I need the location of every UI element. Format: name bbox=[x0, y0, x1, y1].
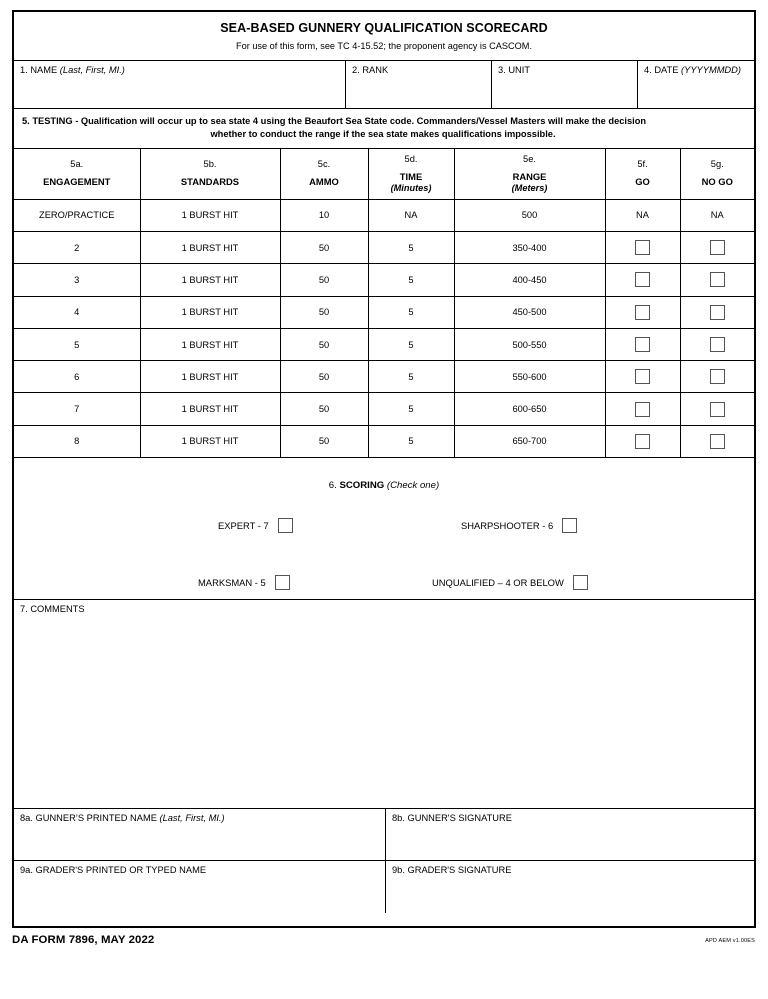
cell-go[interactable] bbox=[605, 361, 680, 393]
column-number: 5g. bbox=[710, 159, 724, 170]
testing-instructions bbox=[14, 109, 754, 149]
column-title: AMMO bbox=[309, 176, 339, 188]
cell-time: 5 bbox=[368, 425, 454, 457]
column-number: 5c. bbox=[317, 159, 331, 170]
score-option-unqualified-checkbox[interactable] bbox=[573, 575, 588, 590]
cell-ammo: 50 bbox=[280, 361, 368, 393]
nogo-checkbox[interactable] bbox=[710, 305, 725, 320]
cell-go[interactable] bbox=[605, 328, 680, 360]
column-title: RANGE bbox=[512, 170, 547, 182]
form-outer-border bbox=[12, 10, 756, 928]
engagement-table bbox=[14, 149, 754, 458]
cell-ammo: 50 bbox=[280, 393, 368, 425]
column-title: GO bbox=[635, 176, 650, 188]
cell-time: 5 bbox=[368, 296, 454, 328]
column-header-standards bbox=[140, 149, 280, 200]
cell-standards: 1 BURST HIT bbox=[140, 231, 280, 263]
engagement-table-body bbox=[14, 199, 754, 457]
cell-range: 350-400 bbox=[454, 231, 605, 263]
cell-ammo: 50 bbox=[280, 231, 368, 263]
cell-nogo: NA bbox=[680, 199, 754, 231]
scoring-section bbox=[14, 458, 754, 600]
cell-nogo[interactable] bbox=[680, 231, 754, 263]
cell-range: 500 bbox=[454, 199, 605, 231]
testing-heading: 5. TESTING - bbox=[22, 116, 81, 127]
engagement-table-header-row bbox=[14, 149, 754, 200]
table-row bbox=[14, 328, 754, 360]
column-number: 5e. bbox=[523, 153, 536, 164]
form-footer bbox=[12, 934, 756, 954]
field-date-label: 4. DATE (YYYYMMDD) bbox=[644, 65, 741, 76]
score-option-expert-checkbox[interactable] bbox=[278, 518, 293, 533]
cell-nogo[interactable] bbox=[680, 425, 754, 457]
table-row bbox=[14, 231, 754, 263]
cell-range: 650-700 bbox=[454, 425, 605, 457]
column-subtitle: (Minutes) bbox=[390, 182, 432, 193]
comments-section[interactable] bbox=[14, 600, 754, 809]
cell-engagement: 4 bbox=[14, 296, 140, 328]
column-header-nogo bbox=[680, 149, 754, 200]
cell-engagement: 3 bbox=[14, 264, 140, 296]
cell-ammo: 10 bbox=[280, 199, 368, 231]
table-row bbox=[14, 361, 754, 393]
column-title: ENGAGEMENT bbox=[43, 176, 111, 188]
nogo-checkbox[interactable] bbox=[710, 272, 725, 287]
score-option-marksman-checkbox[interactable] bbox=[275, 575, 290, 590]
column-header-range bbox=[454, 149, 605, 200]
grader-signature-row bbox=[14, 861, 754, 913]
column-number: 5b. bbox=[203, 159, 217, 170]
table-row bbox=[14, 393, 754, 425]
field-grader-signature[interactable] bbox=[385, 861, 754, 913]
cell-engagement: 5 bbox=[14, 328, 140, 360]
testing-instructions-text bbox=[22, 115, 744, 141]
score-option-unqualified-label: UNQUALIFIED – 4 OR BELOW bbox=[432, 577, 564, 589]
field-name-label: 1. NAME (Last, First, MI.) bbox=[20, 65, 125, 76]
cell-time: 5 bbox=[368, 231, 454, 263]
field-grader-signature-label: 9b. GRADER'S SIGNATURE bbox=[392, 865, 512, 876]
scoring-heading: 6. SCORING (Check one) bbox=[328, 480, 440, 492]
cell-standards: 1 BURST HIT bbox=[140, 199, 280, 231]
cell-go[interactable] bbox=[605, 393, 680, 425]
column-header-ammo bbox=[280, 149, 368, 200]
field-unit-label: 3. UNIT bbox=[498, 65, 531, 76]
cell-nogo[interactable] bbox=[680, 361, 754, 393]
form-id: DA FORM 7896, MAY 2022 bbox=[12, 934, 155, 946]
field-date[interactable] bbox=[637, 61, 754, 108]
go-checkbox[interactable] bbox=[635, 240, 650, 255]
cell-engagement: 6 bbox=[14, 361, 140, 393]
cell-go: NA bbox=[605, 199, 680, 231]
testing-line1: Qualification will occur up to sea state 4 using the Beaufort Sea State code. Commanders/Vessel Masters will make the decision bbox=[80, 116, 647, 127]
field-gunner-signature[interactable] bbox=[385, 809, 754, 860]
cell-time: 5 bbox=[368, 264, 454, 296]
cell-engagement: 7 bbox=[14, 393, 140, 425]
cell-time: 5 bbox=[368, 361, 454, 393]
field-rank-label: 2. RANK bbox=[352, 65, 389, 76]
cell-range: 500-550 bbox=[454, 328, 605, 360]
cell-ammo: 50 bbox=[280, 425, 368, 457]
cell-range: 400-450 bbox=[454, 264, 605, 296]
table-row bbox=[14, 264, 754, 296]
cell-time: 5 bbox=[368, 328, 454, 360]
table-row bbox=[14, 199, 754, 231]
score-option-marksman[interactable] bbox=[198, 575, 290, 590]
score-option-sharpshooter-label: SHARPSHOOTER - 6 bbox=[461, 520, 554, 532]
nogo-checkbox[interactable] bbox=[710, 369, 725, 384]
cell-engagement: ZERO/PRACTICE bbox=[14, 199, 140, 231]
cell-standards: 1 BURST HIT bbox=[140, 393, 280, 425]
column-subtitle: (Meters) bbox=[511, 182, 548, 193]
field-gunner-printed-name-label: 8a. GUNNER’S PRINTED NAME (Last, First, MI.) bbox=[20, 813, 225, 824]
go-checkbox[interactable] bbox=[635, 272, 650, 287]
field-gunner-signature-label: 8b. GUNNER'S SIGNATURE bbox=[392, 813, 512, 824]
column-number: 5d. bbox=[404, 153, 418, 164]
cell-nogo[interactable] bbox=[680, 328, 754, 360]
go-checkbox[interactable] bbox=[635, 337, 650, 352]
cell-standards: 1 BURST HIT bbox=[140, 264, 280, 296]
testing-line2: whether to conduct the range if the sea state makes qualifications impossible. bbox=[210, 128, 556, 139]
cell-engagement: 2 bbox=[14, 231, 140, 263]
cell-go[interactable] bbox=[605, 296, 680, 328]
go-checkbox[interactable] bbox=[635, 434, 650, 449]
go-checkbox[interactable] bbox=[635, 402, 650, 417]
score-option-sharpshooter[interactable] bbox=[461, 518, 577, 533]
cell-nogo[interactable] bbox=[680, 393, 754, 425]
page-title: SEA-BASED GUNNERY QUALIFICATION SCORECARD bbox=[220, 21, 548, 35]
field-name[interactable] bbox=[14, 61, 345, 108]
form-subtitle: For use of this form, see TC 4-15.52; the proponent agency is CASCOM. bbox=[235, 41, 532, 51]
cell-range: 550-600 bbox=[454, 361, 605, 393]
nogo-checkbox[interactable] bbox=[710, 434, 725, 449]
cell-time: NA bbox=[368, 199, 454, 231]
field-gunner-printed-name[interactable] bbox=[14, 809, 385, 860]
cell-ammo: 50 bbox=[280, 296, 368, 328]
nogo-checkbox[interactable] bbox=[710, 402, 725, 417]
cell-standards: 1 BURST HIT bbox=[140, 328, 280, 360]
cell-standards: 1 BURST HIT bbox=[140, 296, 280, 328]
column-number: 5a. bbox=[70, 159, 84, 170]
go-checkbox[interactable] bbox=[635, 305, 650, 320]
field-grader-printed-name-label: 9a. GRADER'S PRINTED OR TYPED NAME bbox=[20, 865, 207, 876]
column-title: NO GO bbox=[701, 176, 733, 188]
cell-engagement: 8 bbox=[14, 425, 140, 457]
cell-standards: 1 BURST HIT bbox=[140, 361, 280, 393]
cell-standards: 1 BURST HIT bbox=[140, 425, 280, 457]
cell-go[interactable] bbox=[605, 264, 680, 296]
score-option-expert[interactable] bbox=[218, 518, 293, 533]
score-option-unqualified[interactable] bbox=[432, 575, 588, 590]
score-option-expert-label: EXPERT - 7 bbox=[218, 520, 269, 532]
field-grader-printed-name[interactable] bbox=[14, 861, 385, 913]
table-row bbox=[14, 296, 754, 328]
nogo-checkbox[interactable] bbox=[710, 240, 725, 255]
nogo-checkbox[interactable] bbox=[710, 337, 725, 352]
field-rank[interactable] bbox=[345, 61, 491, 108]
field-unit[interactable] bbox=[491, 61, 637, 108]
cell-range: 450-500 bbox=[454, 296, 605, 328]
cell-ammo: 50 bbox=[280, 328, 368, 360]
column-header-engagement bbox=[14, 149, 140, 200]
cell-time: 5 bbox=[368, 393, 454, 425]
cell-go[interactable] bbox=[605, 425, 680, 457]
cell-go[interactable] bbox=[605, 231, 680, 263]
column-header-go bbox=[605, 149, 680, 200]
form-title-block bbox=[14, 12, 754, 61]
apd-version: APD AEM v1.00ES bbox=[705, 938, 755, 944]
cell-nogo[interactable] bbox=[680, 264, 754, 296]
score-option-marksman-label: MARKSMAN - 5 bbox=[198, 577, 266, 589]
gunner-signature-row bbox=[14, 809, 754, 861]
go-checkbox[interactable] bbox=[635, 369, 650, 384]
cell-ammo: 50 bbox=[280, 264, 368, 296]
score-option-sharpshooter-checkbox[interactable] bbox=[562, 518, 577, 533]
column-header-time bbox=[368, 149, 454, 200]
column-title: TIME bbox=[399, 170, 423, 182]
column-number: 5f. bbox=[637, 159, 648, 170]
comments-label: 7. COMMENTS bbox=[20, 604, 85, 615]
table-row bbox=[14, 425, 754, 457]
cell-range: 600-650 bbox=[454, 393, 605, 425]
cell-nogo[interactable] bbox=[680, 296, 754, 328]
column-title: STANDARDS bbox=[180, 176, 240, 188]
identity-row bbox=[14, 61, 754, 109]
